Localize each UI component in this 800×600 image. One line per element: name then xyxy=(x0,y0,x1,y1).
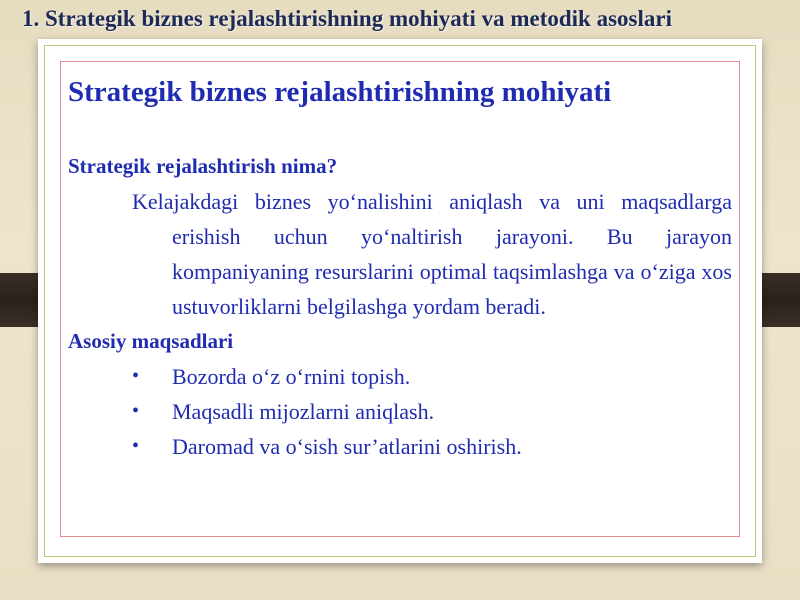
definition-paragraph: Kelajakdagi biznes yo‘nalishini aniqlash va uni maqsadlarga erishish uchun yo‘naltirish jarayoni. Bu jarayon kompaniyaning resurslarini optimal taqsimlashga va o‘ziga xos ustuvorliklarni belgilashga yordam beradi. xyxy=(132,189,732,319)
bullet-icon: • xyxy=(132,435,140,457)
bullet-icon: • xyxy=(132,365,140,387)
slide-title: 1. Strategik biznes rejalashtirishning mohiyati va metodik asoslari xyxy=(22,6,672,31)
section-heading-definition: Strategik rejalashtirish nima? xyxy=(68,154,338,178)
section-heading-goals: Asosiy maqsadlari xyxy=(68,329,234,353)
bullet-icon: • xyxy=(132,400,140,422)
list-item-text: Daromad va o‘sish sur’atlarini oshirish. xyxy=(172,434,522,459)
content-body xyxy=(68,69,732,464)
left-decorative-band xyxy=(0,273,42,327)
list-item xyxy=(68,359,732,394)
right-decorative-band xyxy=(758,273,800,327)
list-item xyxy=(68,394,732,429)
list-item-text: Bozorda o‘z o‘rnini topish. xyxy=(172,364,411,389)
content-heading: Strategik biznes rejalashtirishning mohiyati xyxy=(68,76,612,108)
list-item-text: Maqsadli mijozlarni aniqlash. xyxy=(172,399,435,424)
content-card xyxy=(38,39,762,563)
list-item xyxy=(68,429,732,464)
goals-list xyxy=(68,359,732,464)
